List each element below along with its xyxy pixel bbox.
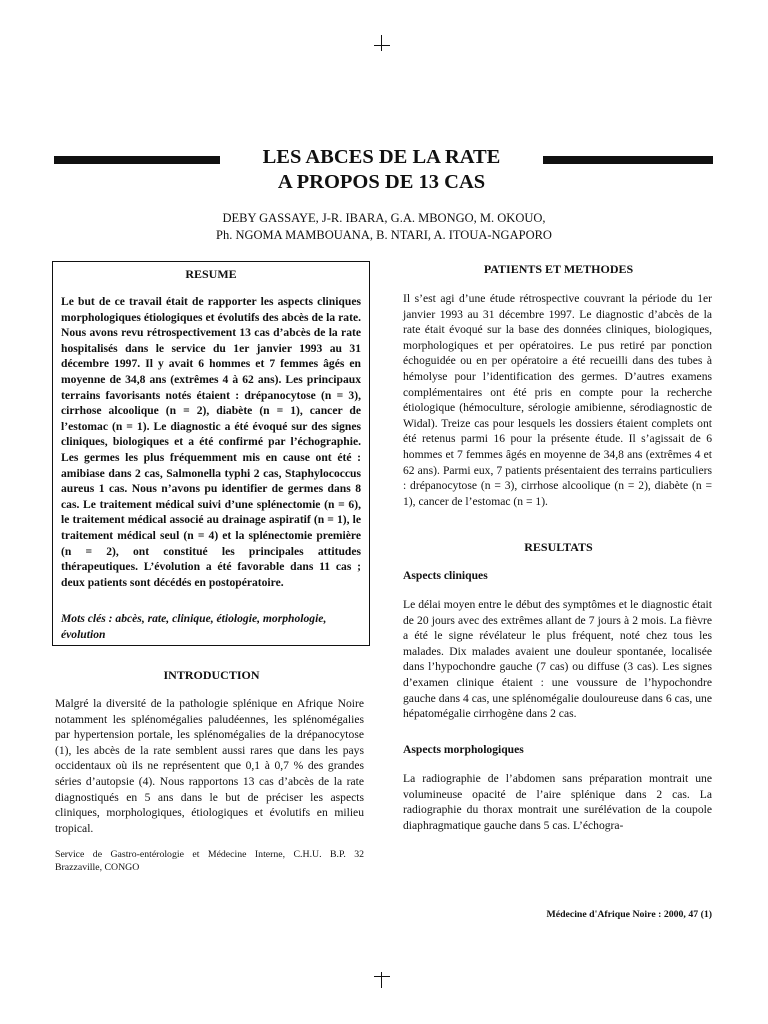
authors-line-1: DEBY GASSAYE, J-R. IBARA, G.A. MBONGO, M. OKOUO,	[222, 211, 546, 225]
title-line-1: LES ABCES DE LA RATE	[262, 146, 501, 168]
title-rule-right	[543, 156, 713, 164]
abstract-heading: RESUME	[185, 267, 237, 281]
article-title	[220, 145, 543, 195]
keywords: Mots clés : abcès, rate, clinique, étiologie, morphologie, évolution	[61, 612, 327, 641]
title-rule-left	[54, 156, 220, 164]
results-heading: RESULTATS	[524, 540, 593, 554]
clinical-aspects-text: Le délai moyen entre le début des symptômes et le diagnostic était de 20 jours avec des extrêmes allant de 7 jours à 2 mois. La fièvre a été le signe révélateur le plus fréquent, noté chez tous les malades. Dix malades avaient une douleur spontanée, localisée dans l’hypochondre gauche (7 cas) ou diffuse (3 cas). Les signes d’examen clinique étaient : une voussure de l’hypochondre gauche dans 4 cas, une splénomégalie douloureuse dans 6 cas, une hépatomégalie cirrhogène dans 2 cas.	[403, 598, 712, 721]
journal-citation: Médecine d'Afrique Noire : 2000, 47 (1)	[546, 909, 712, 920]
introduction-heading: INTRODUCTION	[163, 668, 260, 682]
morphological-aspects-text: La radiographie de l’abdomen sans préparation montrait une volumineuse opacité de l’aire splénique dans 2 cas. La radiographie du thorax montrait une surélévation de la coupole diaphragmatique gauche dans 5 cas. L’échogra-	[403, 772, 712, 832]
introduction-text: Malgré la diversité de la pathologie splénique en Afrique Noire notamment les splénomégalies paludéennes, les splénomégalies par hypertension portale, les splénomégalies de la drépanocytose (1), les abcès de la rate semblent aussi rares que dans les pays occidentaux où ils ne représentent que 0,1 à 0,7 % des grandes séries d’autopsie (4). Nous rapportons 13 cas d’abcès de la rate diagnostiqués en 5 ans dans le but de préciser les aspects cliniques, morphologiques, étiologiques et évolutifs en milieu tropical.	[55, 697, 364, 835]
abstract-text: Le but de ce travail était de rapporter les aspects cliniques morphologiques étiologiques et évolutifs des abcès de la rate. Nous avons revu rétrospectivement 13 cas d’abcès de la rate hospitalisés dans le service du 1er janvier 1993 au 31 décembre 1997. Il y avait 6 hommes et 7 femmes âgés en moyenne de 34,8 ans (extrêmes 4 à 62 ans). Les principaux terrains favorisants notés étaient : drépanocytose (n = 3), cirrhose alcoolique (n = 2), diabète (n = 1), cancer de l’estomac (n = 1). Le diagnostic a été évoqué sur des signes cliniques, biologiques et a été confirmé par l’échographie. Les germes les plus fréquemment mis en cause ont été : amibiase dans 2 cas, Salmonella typhi 2 cas, Staphylococcus aureus 1 cas. Nous n’avons pu identifier de germes dans 8 cas. Le traitement médical suivi d’une splénectomie (n = 6), le traitement médical associé au drainage aspiratif (n = 1), le traitement médical seul (n = 4) et la splénectomie première (n = 2), ont constitué les principales attitudes thérapeutiques. L’évolution a été favorable dans 11 cas ; deux patients sont décédés en postopératoire.	[61, 295, 361, 589]
morphological-aspects-heading: Aspects morphologiques	[403, 743, 524, 756]
abstract-box	[52, 261, 370, 646]
clinical-aspects-heading: Aspects cliniques	[403, 569, 488, 582]
patients-methods-text: Il s’est agi d’une étude rétrospective couvrant la période du 1er janvier 1993 au 31 décembre 1997. Le diagnostic d’abcès de la rate était évoqué sur la base des données cliniques, biologiques, morphologiques et per opératoires. Le pus retiré par ponction échoguidée ou en per opératoire a été recueilli dans des tubes à hémolyse pour l’identification des germes. D’autres examens complémentaires ont été pris en compte pour la recherche étiologique (hémoculture, sérologie amibienne, sérodiagnostic de Widal). Treize cas pour lesquels les dossiers étaient complets ont été retenus parmi 16 pour la présente étude. Il s’agissait de 6 hommes et 7 femmes âgés en moyenne de 34,8 ans (extrêmes 4 et 62 ans). Parmi eux, 7 patients présentaient des terrains particuliers : drépanocytose (n = 3), cirrhose alcoolique (n = 2), diabète (n = 1), cancer de l’estomac (n = 1).	[403, 292, 712, 508]
authors-line-2: Ph. NGOMA MAMBOUANA, B. NTARI, A. ITOUA-NGAPORO	[216, 228, 552, 242]
author-list	[120, 210, 648, 244]
title-line-2: A PROPOS DE 13 CAS	[277, 171, 486, 193]
patients-methods-heading: PATIENTS ET METHODES	[483, 262, 634, 276]
crop-mark-bottom	[374, 972, 390, 988]
crop-mark-top	[374, 35, 390, 51]
affiliation-footnote: Service de Gastro-entérologie et Médecine Interne, C.H.U. B.P. 32 Brazzaville, CONGO	[55, 849, 364, 873]
